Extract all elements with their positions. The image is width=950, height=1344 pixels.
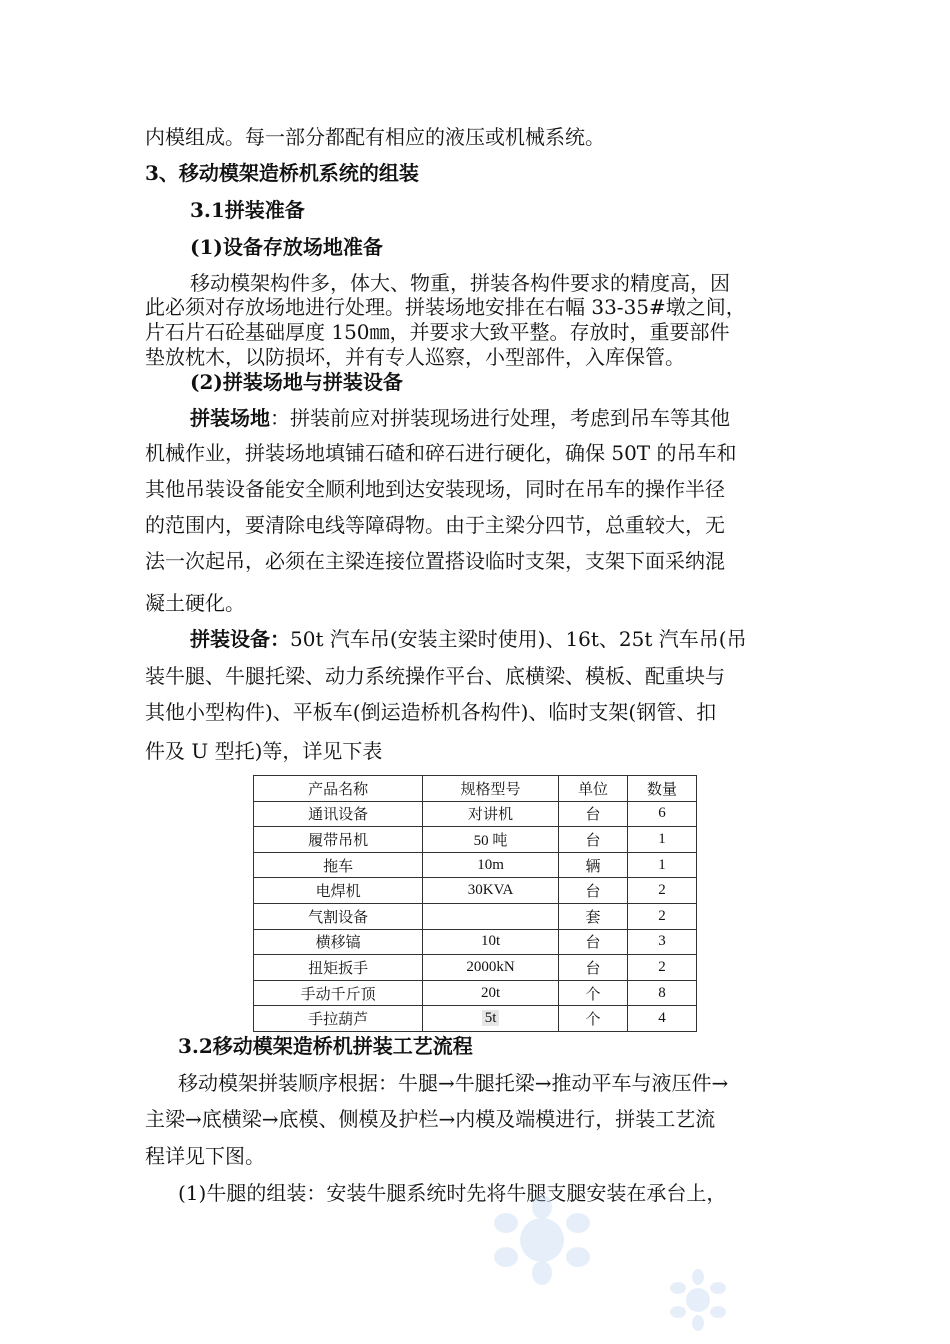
table-row [254,1006,697,1032]
subsection-heading: 3.2移动模架造桥机拼装工艺流程 [178,1034,473,1058]
snowflake-icon [472,1195,612,1285]
header-cell: 产品名称 [254,776,423,802]
paragraph-line: 装牛腿、牛腿托梁、动力系统操作平台、底横梁、模板、配重块与 [145,664,725,688]
table-cell: 4 [627,1006,696,1032]
table-row [254,955,697,981]
paragraph-line: 的范围内，要清除电线等障碍物。由于主梁分四节，总重较大，无 [145,513,725,537]
table-cell: 履带吊机 [254,827,423,853]
table-cell: 台 [558,929,627,955]
paragraph-line: 凝土硬化。 [145,591,245,615]
table-cell: 台 [558,827,627,853]
table-cell: 台 [558,878,627,904]
paragraph-line [190,405,730,431]
table-cell: 套 [558,903,627,929]
sub-subsection-heading: (2)拼装场地与拼装设备 [190,370,403,394]
table-cell: 1 [627,827,696,853]
inline-text: 50t 汽车吊(安装主梁时使用)、16t、25t 汽车吊(吊 [290,627,747,651]
highlighted-text: 5t [482,1010,500,1026]
paragraph-line: 此必须对存放场地进行处理。拼装场地安排在右幅 33-35#墩之间， [145,295,746,319]
paragraph-line: 移动模架构件多，体大、物重，拼装各构件要求的精度高，因 [190,271,730,295]
table-row [254,852,697,878]
paragraph-line: 程详见下图。 [145,1144,265,1168]
snowflake-icon [666,1268,730,1332]
sub-subsection-heading: (1)设备存放场地准备 [190,235,383,259]
table-cell: 2000kN [423,955,559,981]
table-cell [423,903,559,929]
table-cell: 台 [558,801,627,827]
table-cell: 手拉葫芦 [254,1006,423,1032]
table-cell: 拖车 [254,852,423,878]
inline-bold-label: 拼装场地 [190,406,270,430]
header-cell: 规格型号 [423,776,559,802]
section-heading: 3、移动模架造桥机系统的组装 [145,161,419,185]
table-cell: 50 吨 [423,827,559,853]
table-cell: 10t [423,929,559,955]
table-header-row [254,776,697,802]
table-cell: 通讯设备 [254,801,423,827]
inline-bold-label: 拼装设备： [190,627,290,651]
header-cell: 单位 [558,776,627,802]
table-cell: 20t [423,980,559,1006]
table-cell: 个 [558,1006,627,1032]
table-cell: 1 [627,852,696,878]
table-cell: 辆 [558,852,627,878]
inline-text: ：拼装前应对拼装现场进行处理，考虑到吊车等其他 [270,406,730,430]
subsection-heading: 3.1拼装准备 [190,198,305,222]
paragraph-line: 移动模架拼装顺序根据：牛腿→牛腿托梁→推动平车与液压件→ [178,1071,729,1095]
paragraph-line: (1)牛腿的组装：安装牛腿系统时先将牛腿支腿安装在承台上， [178,1181,727,1205]
paragraph-line: 其他吊装设备能安全顺利地到达安装现场，同时在吊车的操作半径 [145,477,725,501]
table-cell: 电焊机 [254,878,423,904]
table-cell: 气割设备 [254,903,423,929]
paragraph-line: 主梁→底横梁→底模、侧模及护栏→内模及端模进行，拼装工艺流 [145,1107,716,1131]
table-cell: 10m [423,852,559,878]
table-row [254,878,697,904]
table-cell: 手动千斤顶 [254,980,423,1006]
table-row [254,827,697,853]
paragraph-line [190,626,747,652]
table-cell: 2 [627,903,696,929]
paragraph-line: 其他小型构件)、平板车(倒运造桥机各构件)、临时支架(钢管、扣 [145,700,717,724]
table-cell: 横移镐 [254,929,423,955]
table-cell: 6 [627,801,696,827]
table-row [254,801,697,827]
table-cell: 对讲机 [423,801,559,827]
paragraph-line: 垫放枕木，以防损坏，并有专人巡察，小型部件，入库保管。 [145,345,685,369]
paragraph-line: 法一次起吊，必须在主梁连接位置搭设临时支架，支架下面采纳混 [145,549,725,573]
table-row [254,980,697,1006]
table-cell: 扭矩扳手 [254,955,423,981]
paragraph-line: 机械作业，拼装场地填铺石碴和碎石进行硬化，确保 50T 的吊车和 [145,441,737,465]
paragraph-line: 内模组成。每一部分都配有相应的液压或机械系统。 [145,125,605,149]
table-cell: 台 [558,955,627,981]
table-cell: 个 [558,980,627,1006]
table-cell [423,1006,559,1032]
table-cell: 30KVA [423,878,559,904]
table-row [254,929,697,955]
paragraph-line: 片石片石砼基础厚度 150㎜，并要求大致平整。存放时，重要部件 [145,320,730,344]
table-cell: 2 [627,878,696,904]
table-row [254,903,697,929]
table-cell: 2 [627,955,696,981]
header-cell: 数量 [627,776,696,802]
paragraph-line: 件及 U 型托)等，详见下表 [145,739,383,763]
table-cell: 3 [627,929,696,955]
equipment-table [253,775,697,1032]
table-cell: 8 [627,980,696,1006]
